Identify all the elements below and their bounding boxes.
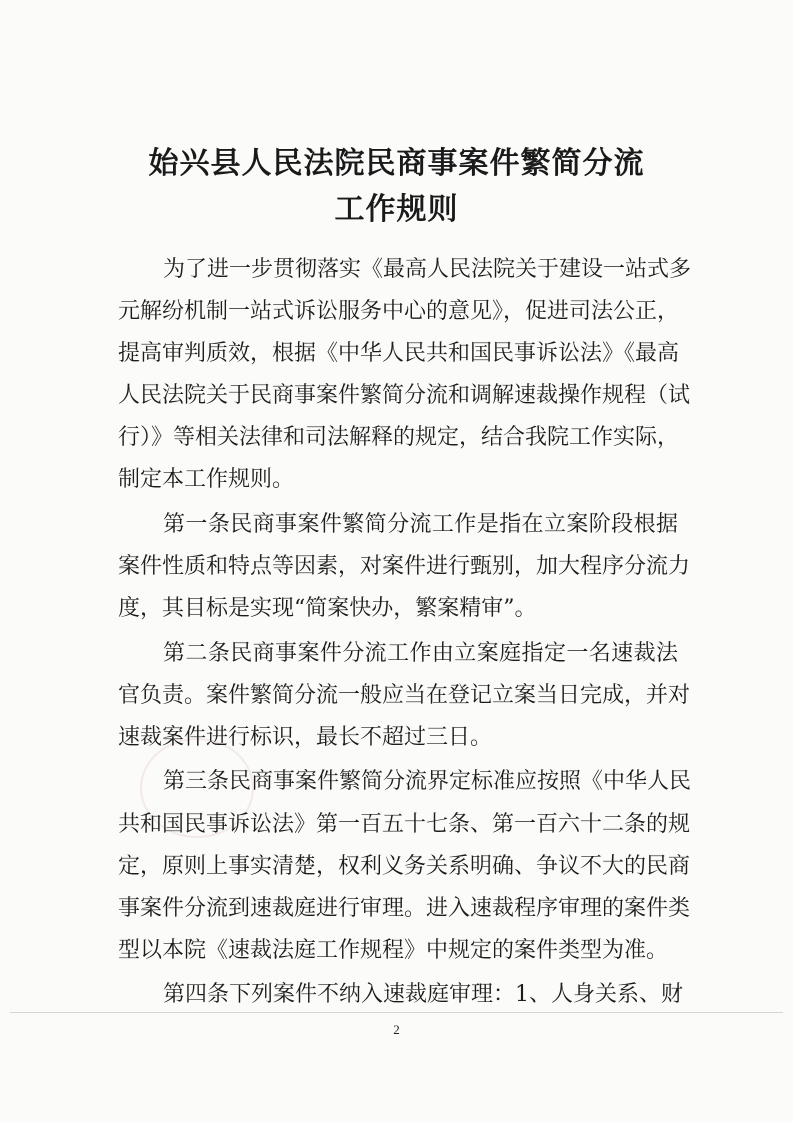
preamble-line: 提高审判质效，根据《中华人民共和国民事诉讼法》《最高 [118, 341, 680, 366]
article-1-line: 第一条民商事案件繁简分流工作是指在立案阶段根据 [163, 512, 678, 537]
article-3-line: 第三条民商事案件繁简分流界定标准应按照《中华人民 [163, 769, 692, 794]
preamble-line: 行）》等相关法律和司法解释的规定，结合我院工作实际， [118, 425, 680, 450]
document-title-line-2: 工作规则 [334, 192, 459, 227]
article-4-line: 第四条下列案件不纳入速裁庭审理：1、人身关系、财 [163, 982, 683, 1007]
article-3-line: 定，原则上事实清楚，权利义务关系明确、争议不大的民商 [118, 854, 691, 879]
preamble-line: 人民法院关于民商事案件繁简分流和调解速裁操作规程（试 [118, 383, 691, 408]
article-3-line: 共和国民事诉讼法》第一百五十七条、第一百六十二条的规 [118, 812, 691, 837]
preamble-line: 为了进一步贯彻落实《最高人民法院关于建设一站式多 [163, 257, 692, 282]
article-2-line: 官负责。案件繁简分流一般应当在登记立案当日完成，并对 [118, 683, 691, 708]
document-title-line-1: 始兴县人民法院民商事案件繁简分流 [148, 146, 645, 181]
page-bottom-rule [10, 1012, 783, 1013]
article-1-line: 案件性质和特点等因素，对案件进行甄别，加大程序分流力 [118, 554, 691, 579]
article-1-line: 度，其目标是实现“简案快办，繁案精审”。 [118, 596, 537, 621]
article-3-line: 事案件分流到速裁庭进行审理。进入速裁程序审理的案件类 [118, 896, 691, 921]
article-2-line: 第二条民商事案件分流工作由立案庭指定一名速裁法 [163, 641, 678, 666]
article-3-line: 型以本院《速裁法庭工作规程》中规定的案件类型为准。 [118, 938, 669, 963]
article-2-line: 速裁案件进行标识，最长不超过三日。 [118, 725, 493, 750]
preamble-line: 元解纷机制一站式诉讼服务中心的意见》，促进司法公正， [118, 299, 680, 324]
page-number: 2 [393, 1022, 400, 1037]
preamble-line: 制定本工作规则。 [118, 467, 295, 492]
